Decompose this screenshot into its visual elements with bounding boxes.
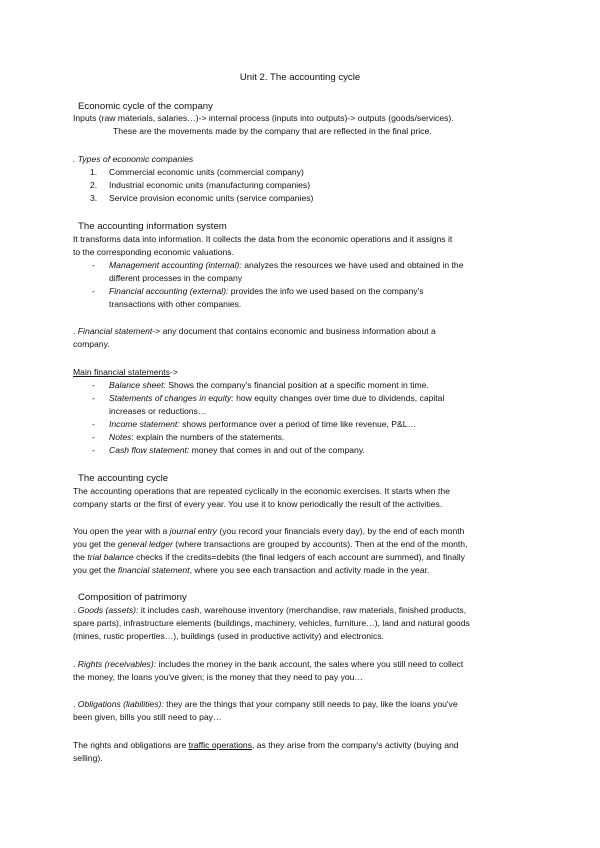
paragraph-line: These are the movements made by the company that are reflected in the final price. xyxy=(113,126,432,136)
heading-economic-cycle: Economic cycle of the company xyxy=(78,101,213,112)
bullet-dash: - xyxy=(92,393,95,403)
bullet-item: Notes: explain the numbers of the statements. xyxy=(109,432,285,442)
list-item: Service provision economic units (service companies) xyxy=(109,193,314,203)
financial-statement-definition: . Financial statement-> any document that contains economic and business information about a xyxy=(73,326,436,336)
paragraph-line: . Rights (receivables): includes the money in the bank account, the sales where you still need to collect xyxy=(73,659,464,669)
paragraph-line: company. xyxy=(73,339,110,349)
paragraph-line: spare parts), infrastructure elements (buildings, machinery, vehicles, furniture…), land and natural goods xyxy=(73,618,470,628)
paragraph-line: . Obligations (liabilities): they are the things that your company still needs to pay, like the loans you've xyxy=(73,699,458,709)
paragraph-line: Inputs (raw materials, salaries…)-> internal process (inputs into outputs)-> outputs (goods/services). xyxy=(73,113,454,123)
paragraph-line: selling). xyxy=(73,753,103,763)
paragraph-line: been given, bills you still need to pay… xyxy=(73,712,222,722)
paragraph-line: the money, the loans you've given; is the money that they need to pay you… xyxy=(73,672,364,682)
bullet-dash: - xyxy=(92,432,95,442)
heading-main-financial-statements: Main financial statements-> xyxy=(73,367,178,377)
list-number: 3. xyxy=(90,193,98,203)
list-item: Industrial economic units (manufacturing companies) xyxy=(109,180,311,190)
paragraph-line: The accounting operations that are repeated cyclically in the economic exercises. It starts when the xyxy=(73,486,450,496)
bullet-dash: - xyxy=(92,260,95,270)
bullet-item: Balance sheet: Shows the company's financial position at a specific moment in time. xyxy=(109,380,429,390)
bullet-dash: - xyxy=(92,380,95,390)
paragraph-line: . Goods (assets): it includes cash, warehouse inventory (merchandise, raw materials, finished products, xyxy=(73,605,467,615)
page-title: Unit 2. The accounting cycle xyxy=(239,72,361,83)
paragraph-line: You open the year with a journal entry (you record your financials every day), by the end of each month xyxy=(73,526,465,536)
bullet-item-continuation: transactions with other companies. xyxy=(109,299,242,309)
bullet-dash: - xyxy=(92,445,95,455)
paragraph-line: to the corresponding economic valuations. xyxy=(73,247,234,257)
bullet-item: Statements of changes in equity: how equity changes over time due to dividends, capital xyxy=(109,393,445,403)
paragraph-line: (mines, rustic properties…), buildings (used in productive activity) and electronics. xyxy=(73,631,384,641)
paragraph-line: company starts or the first of every year. You use it to know periodically the result of the activities. xyxy=(73,499,443,509)
paragraph-line: It transforms data into information. It collects the data from the economic operations and it assigns it xyxy=(73,234,453,244)
bullet-dash: - xyxy=(92,286,95,296)
bullet-item-continuation: different processes in the company xyxy=(109,273,243,283)
paragraph-line: the trial balance checks if the credits=debits (the final ledgers of each account are summed), and finally xyxy=(73,552,465,562)
paragraph-line: you get the financial statement, where you see each transaction and activity made in the year. xyxy=(73,565,430,575)
list-number: 2. xyxy=(90,180,98,190)
list-item: Commercial economic units (commercial company) xyxy=(109,167,304,177)
bullet-item: Financial accounting (external): provides the info we used based on the company's xyxy=(109,286,424,296)
bullet-item: Cash flow statement: money that comes in and out of the company. xyxy=(109,445,365,455)
paragraph-line: you get the general ledger (where transactions are grouped by accounts). Then at the end of the month, xyxy=(73,539,468,549)
heading-composition-of-patrimony: Composition of patrimony xyxy=(78,592,187,603)
bullet-item-continuation: increases or reductions… xyxy=(109,406,207,416)
list-number: 1. xyxy=(90,167,98,177)
bullet-dash: - xyxy=(92,419,95,429)
heading-accounting-information-system: The accounting information system xyxy=(78,221,227,232)
bullet-item: Management accounting (internal): analyzes the resources we have used and obtained in the xyxy=(109,260,464,270)
paragraph-line: The rights and obligations are traffic operations, as they arise from the company's activity (buying and xyxy=(73,740,459,750)
heading-accounting-cycle: The accounting cycle xyxy=(78,473,169,484)
heading-types: . Types of economic companies xyxy=(73,154,194,164)
bullet-item: Income statement: shows performance over a period of time like revenue, P&L… xyxy=(109,419,417,429)
